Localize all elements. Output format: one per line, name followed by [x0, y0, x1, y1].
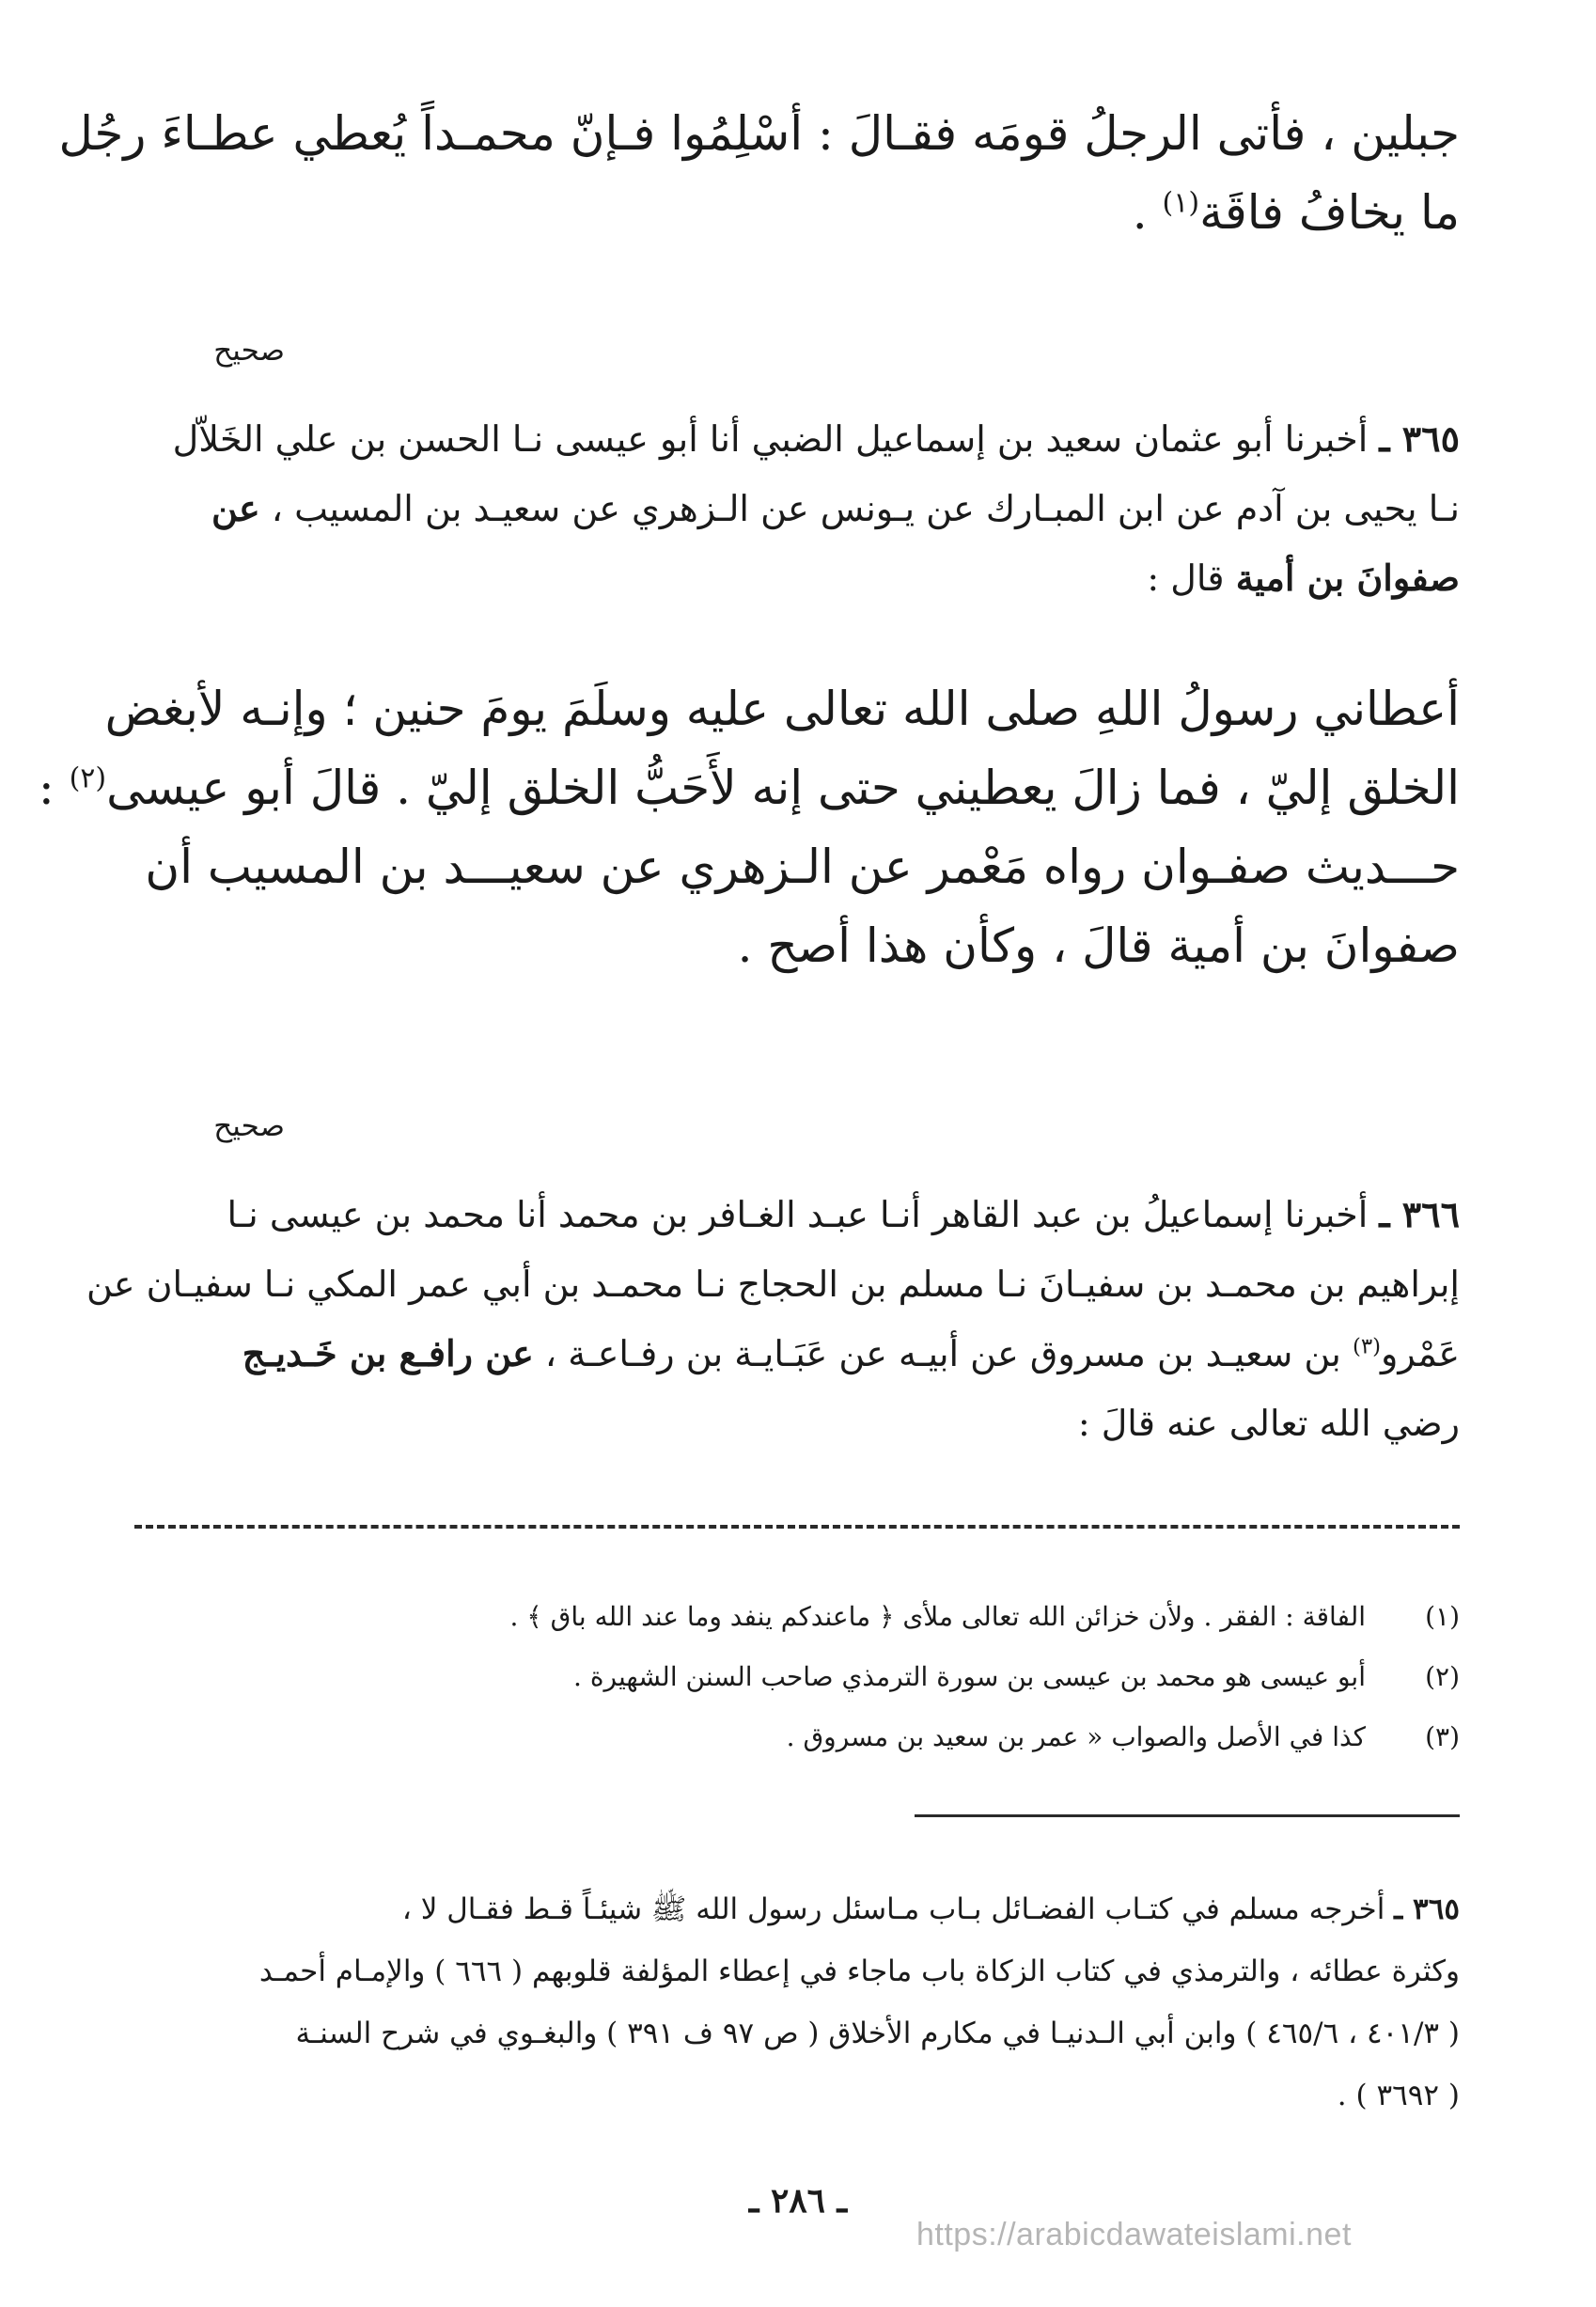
top-passage-line-1: جبلين ، فأتى الرجلُ قومَه فقـالَ : أسْلِمُوا فـإنّ محمـداً يُعطي عطـاءَ رجُل [58, 106, 1460, 161]
watermark-url: https://arabicdawateislami.net [916, 2217, 1352, 2252]
matn-line-3: حـــديث صفـوان رواه مَعْمر عن الـزهري عن سعيـــد بن المسيب أن [145, 840, 1460, 894]
hadith-366-line-2: إبراهيم بن محمـد بن سفيـانَ نـا مسلم بن الحجاج نـا محمـد بن أبي عمر المكي نـا سفيـان عن [86, 1263, 1460, 1305]
matn-line-2: الخلق إليّ ، فما زالَ يعطيني حتى إنه لأَحَبُّ الخلق إليّ . قالَ أبو عيسى$^{(٢)}$ : [38, 761, 1460, 815]
footnote-ref-2[interactable]: (٢) [69, 761, 107, 795]
takhrij-number: ٣٦٥ ـ [1394, 1892, 1460, 1926]
footnote-3 [134, 1707, 1460, 1767]
footnote-text: كذا في الأصل والصواب « عمر بن سعيد بن مسروق . [786, 1721, 1366, 1752]
page-number: ـ ٢٨٦ ـ [748, 2181, 848, 2221]
hadith-366-line-4: رضي الله تعالى عنه قالَ : [1077, 1403, 1460, 1444]
grade-label: صحيح [213, 334, 285, 368]
takhrij-line-1: ٣٦٥ ـ أخرجه مسلم في كتـاب الفضـائل بـاب مـاسئل رسول الله ﷺ شيئـاً قـط فقـال لا ، [401, 1892, 1460, 1926]
hadith-number: ٣٦٥ ـ [1379, 417, 1460, 460]
hadith-366-isnad [86, 1180, 1460, 1458]
hadith-365-matn [38, 669, 1460, 985]
dashed-separator [134, 1525, 1460, 1529]
footnote-mark: (٣) [1425, 1721, 1460, 1752]
footnote-text: أبو عيسى هو محمد بن عيسى بن سورة الترمذي صاحب السنن الشهيرة . [573, 1661, 1366, 1692]
top-passage-line-2: ما يخافُ فاقَة$^{(١)}$ . [1132, 185, 1460, 240]
footnotes [134, 1587, 1460, 1767]
matn-line-4: صفوانَ بن أمية قالَ ، وكأن هذا أصح . [737, 918, 1460, 973]
footnote-ref-1[interactable]: (١) [1162, 186, 1200, 220]
takhrij-section [134, 1878, 1460, 2127]
footnote-mark: (٢) [1425, 1661, 1460, 1692]
hadith-365-line-2: نـا يحيى بن آدم عن ابن المبـارك عن يـونس عن الـزهري عن سعيـد بن المسيب ، عن [211, 487, 1460, 529]
narrator-name: عن رافـع بن خَـديـج [242, 1332, 534, 1374]
takhrij-line-3: ( ٤٠١/٣ ، ٤٦٥/٦ ) وابن أبي الـدنيـا في مكارم الأخلاق ( ص ٩٧ ف ٣٩١ ) والبغـوي في شرح السنـة [295, 2017, 1460, 2050]
hadith-number: ٣٦٦ ـ [1379, 1193, 1460, 1235]
narrator-name: صفوانَ بن أمية [1235, 557, 1460, 599]
footnote-mark: (١) [1425, 1601, 1460, 1632]
takhrij-line-2: وكثرة عطائه ، والترمذي في كتاب الزكاة باب ماجاء في إعطاء المؤلفة قلوبهم ( ٦٦٦ ) والإمـام أحمـد [258, 1954, 1460, 1988]
grade-label: صحيح [213, 1109, 285, 1143]
footnote-1 [134, 1587, 1460, 1647]
hadith-365-isnad [134, 404, 1460, 613]
matn-line-1: أعطاني رسولُ اللهِ صلى الله تعالى عليه وسلَمَ يومَ حنين ؛ وإنـه لأبغض [104, 682, 1460, 736]
solid-separator [915, 1814, 1460, 1817]
hadith-365-line-1: ٣٦٥ ـ أخبرنا أبو عثمان سعيد بن إسماعيل الضبي أنا أبو عيسى نـا الحسن بن علي الخَلاّل [172, 417, 1460, 460]
footnote-text: الفاقة : الفقر . ولأن خزائن الله تعالى ملأى ﴿ ماعندكم ينفد وما عند الله باق ﴾ . [509, 1601, 1366, 1632]
top-passage [58, 94, 1460, 252]
hadith-366-line-1: ٣٦٦ ـ أخبرنا إسماعيلُ بن عبد القاهر أنـا عبـد الغـافر بن محمد أنا محمد بن عيسى نـا [227, 1193, 1460, 1235]
footnote-2 [134, 1647, 1460, 1707]
takhrij-line-4: ( ٣٦٩٢ ) . [1337, 2079, 1460, 2112]
hadith-365-line-3: صفوانَ بن أمية قال : [1147, 557, 1460, 599]
hadith-366-line-3: عَمْرو$^{(٣)}$ بن سعيـد بن مسروق عن أبيـه عن عَبَـايـة بن رفـاعـة ، عن رافـع بن خَـديـج [242, 1332, 1460, 1374]
footnote-ref-3[interactable]: (٣) [1352, 1334, 1382, 1359]
